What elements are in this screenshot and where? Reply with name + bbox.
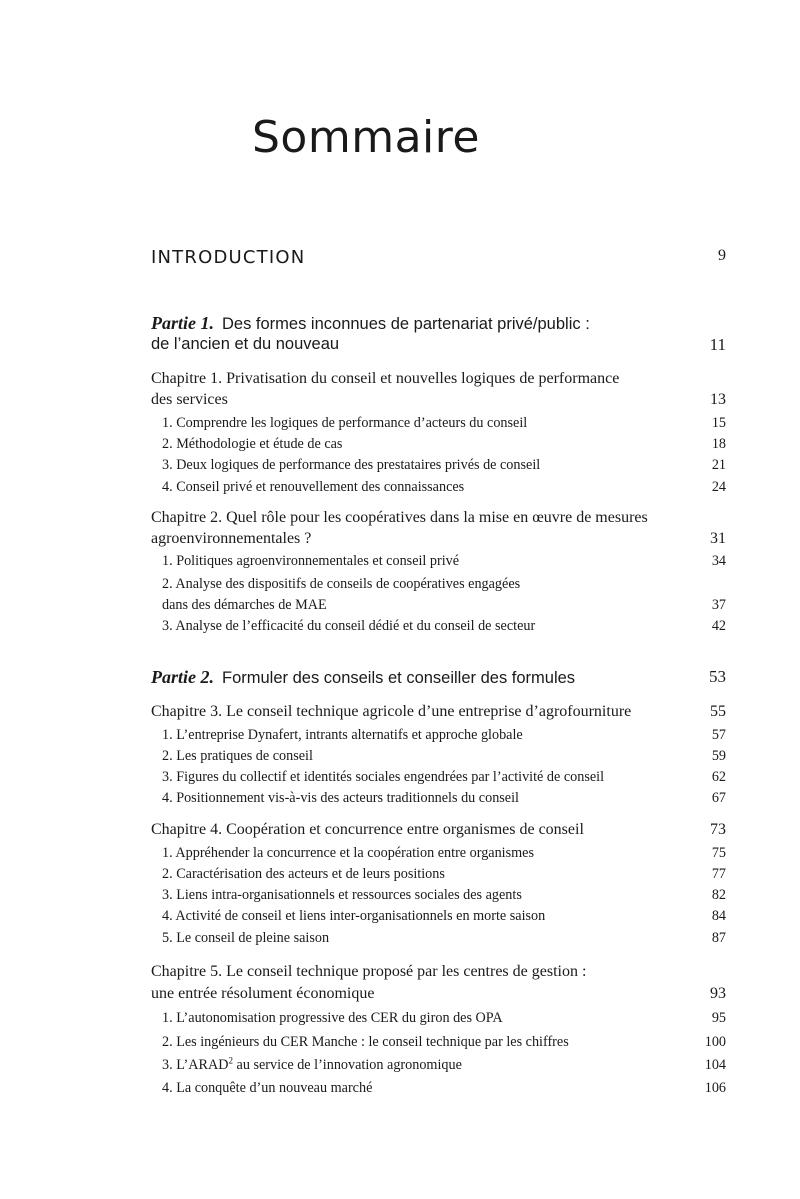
section-title: 4. La conquête d’un nouveau marché: [162, 1080, 373, 1096]
page-number: 11: [709, 335, 726, 354]
page-number: 57: [711, 727, 726, 743]
toc-section[interactable]: [162, 866, 726, 888]
section-title: 3. Analyse de l’efficacité du conseil dédié et du conseil de secteur: [162, 618, 536, 634]
page-number: 15: [711, 415, 726, 431]
section-title: 5. Le conseil de pleine saison: [162, 930, 330, 946]
toc-section-line2[interactable]: [162, 597, 726, 619]
page-number: 24: [711, 479, 726, 495]
page-number: 21: [711, 457, 726, 473]
chapter-title: des services: [151, 391, 228, 408]
section-title: 2. Analyse des dispositifs de conseils de coopératives engagées: [162, 576, 521, 592]
page-number: 31: [710, 530, 726, 547]
page-number: 82: [711, 887, 726, 903]
toc-section[interactable]: [162, 415, 726, 437]
toc-section[interactable]: [162, 1010, 726, 1032]
toc-section[interactable]: [162, 576, 726, 598]
toc-section[interactable]: [162, 436, 726, 458]
page-number: 106: [704, 1080, 726, 1096]
chapter-title: Chapitre 1. Privatisation du conseil et nouvelles logiques de performance: [151, 370, 620, 387]
toc-chapter-5-line2[interactable]: [151, 985, 726, 1007]
section-title: 2. Les pratiques de conseil: [162, 748, 313, 764]
toc-section[interactable]: [162, 553, 726, 575]
section-title: 4. Positionnement vis-à-vis des acteurs traditionnels du conseil: [162, 790, 519, 806]
section-title: 2. Méthodologie et étude de cas: [162, 436, 343, 452]
part-title: Des formes inconnues de partenariat privé/public :: [222, 315, 590, 333]
page-number: 59: [711, 748, 726, 764]
toc-section[interactable]: [162, 1080, 726, 1102]
toc-part-1-line2[interactable]: [151, 335, 726, 357]
toc-section[interactable]: [162, 457, 726, 479]
section-title: au service de l’innovation agronomique: [232, 1057, 462, 1073]
page-number: 75: [711, 845, 726, 861]
toc-part-1[interactable]: [151, 313, 726, 335]
toc-section[interactable]: [162, 618, 726, 640]
part-title: Formuler des conseils et conseiller des formules: [222, 669, 576, 687]
page-number: 93: [710, 985, 726, 1002]
toc-section[interactable]: [162, 887, 726, 909]
toc-part-2[interactable]: [151, 667, 726, 689]
chapter-title: Chapitre 2. Quel rôle pour les coopératives dans la mise en œuvre de mesures: [151, 509, 648, 526]
section-title: 2. Caractérisation des acteurs et de leurs positions: [162, 866, 445, 882]
section-title: 3. Liens intra-organisationnels et ressources sociales des agents: [162, 887, 522, 903]
section-title: 1. L’autonomisation progressive des CER du giron des OPA: [162, 1010, 503, 1026]
section-title: 1. Comprendre les logiques de performance d’acteurs du conseil: [162, 415, 528, 431]
toc-chapter-1-line2[interactable]: [151, 391, 726, 413]
page-title: Sommaire: [252, 112, 480, 163]
page-number: 104: [704, 1057, 726, 1073]
page-number: 84: [711, 908, 726, 924]
toc-section[interactable]: [162, 727, 726, 749]
toc-chapter-1[interactable]: [151, 370, 726, 392]
page-number: 53: [709, 667, 726, 686]
chapter-title: agroenvironnementales ?: [151, 530, 312, 547]
toc-section[interactable]: [162, 748, 726, 770]
entry-label: INTRODUCTION: [151, 247, 306, 268]
toc-chapter-3[interactable]: [151, 703, 726, 725]
section-title: 2. Les ingénieurs du CER Manche : le conseil technique par les chiffres: [162, 1034, 569, 1050]
page-number: 18: [711, 436, 726, 452]
chapter-title: Chapitre 3. Le conseil technique agricole d’une entreprise d’agrofourniture: [151, 703, 632, 720]
toc-section[interactable]: [162, 479, 726, 501]
toc-chapter-2-line2[interactable]: [151, 530, 726, 552]
toc-section[interactable]: [162, 1057, 726, 1079]
toc-section[interactable]: [162, 769, 726, 791]
part-title: de l’ancien et du nouveau: [151, 335, 340, 353]
section-title: 1. L’entreprise Dynafert, intrants alternatifs et approche globale: [162, 727, 523, 743]
section-title: 3. Figures du collectif et identités sociales engendrées par l’activité de conseil: [162, 769, 605, 785]
page-number: 77: [711, 866, 726, 882]
toc-chapter-4[interactable]: [151, 821, 726, 843]
page-number: 73: [710, 821, 726, 838]
chapter-title: Chapitre 5. Le conseil technique proposé par les centres de gestion :: [151, 963, 587, 980]
page-number: 55: [710, 703, 726, 720]
section-title: 3. L’ARAD: [162, 1057, 229, 1073]
section-title: 4. Conseil privé et renouvellement des connaissances: [162, 479, 465, 495]
toc-section[interactable]: [162, 908, 726, 930]
page-number: 87: [711, 930, 726, 946]
chapter-title: Chapitre 4. Coopération et concurrence entre organismes de conseil: [151, 821, 584, 838]
page-number: 62: [711, 769, 726, 785]
toc-section[interactable]: [162, 790, 726, 812]
section-title: 4. Activité de conseil et liens inter-organisationnels en morte saison: [162, 908, 546, 924]
section-title: 1. Appréhender la concurrence et la coopération entre organismes: [162, 845, 534, 861]
page-number: 34: [711, 553, 726, 569]
toc-chapter-2[interactable]: [151, 509, 726, 531]
page-number: 67: [711, 790, 726, 806]
page-number: 100: [704, 1034, 726, 1050]
toc-chapter-5[interactable]: [151, 963, 726, 985]
page-number: 42: [711, 618, 726, 634]
section-title: dans des démarches de MAE: [162, 597, 327, 613]
section-title: 3. Deux logiques de performance des prestataires privés de conseil: [162, 457, 541, 473]
footnote-superscript: 2: [228, 1055, 233, 1066]
toc-introduction[interactable]: [151, 247, 726, 269]
page-number: 13: [710, 391, 726, 408]
page-number: 37: [711, 597, 726, 613]
page-number: 9: [718, 247, 726, 264]
page-number: 95: [711, 1010, 726, 1026]
part-label: Partie 1.: [151, 313, 214, 333]
part-label: Partie 2.: [151, 667, 214, 687]
section-title: 1. Politiques agroenvironnementales et conseil privé: [162, 553, 460, 569]
toc-section[interactable]: [162, 930, 726, 952]
toc-section[interactable]: [162, 845, 726, 867]
toc-section[interactable]: [162, 1034, 726, 1056]
chapter-title: une entrée résolument économique: [151, 985, 375, 1002]
